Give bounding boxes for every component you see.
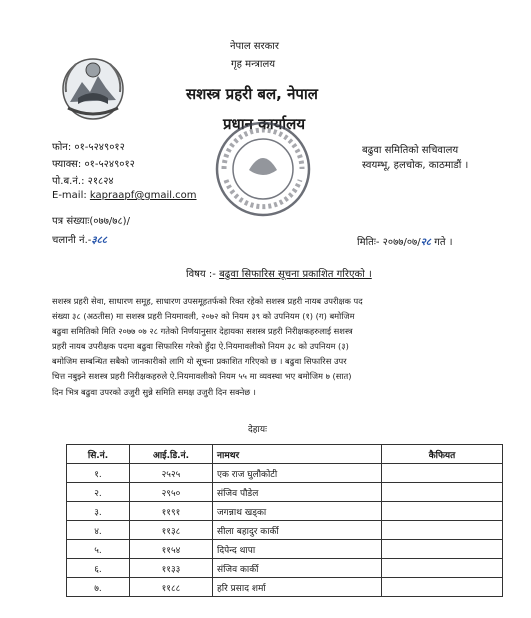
date-label: मितिः- २०७७/०७/ xyxy=(357,237,421,248)
table-row xyxy=(67,578,503,597)
cell-remarks xyxy=(382,540,503,559)
po-box: पो.ब.नं.: २१८२४ xyxy=(52,176,114,187)
cell-serial: २. xyxy=(67,483,130,502)
table-row xyxy=(67,464,503,483)
table-row xyxy=(67,521,503,540)
secretariat-name: बढुवा समितिको सचिवालय xyxy=(362,145,459,156)
letter-subject xyxy=(186,266,372,280)
cell-name: दिपेन्द थापा xyxy=(213,540,382,559)
email-link[interactable]: kapraapf@gmail.com xyxy=(89,190,197,201)
table-row xyxy=(67,559,503,578)
cell-remarks xyxy=(382,559,503,578)
body-line: बमोजिम सम्बन्धित सबैको जानकारीको लागि यो सूचना प्रकाशित गरिएको छ । बढुवा सिफारिस उपर xyxy=(52,356,347,367)
header-name: नामथर xyxy=(213,445,382,464)
body-line: बढुवा समितिको मिति २०७७ ०७ २८ गतेको निर्णयानुसार देहायका सशस्त्र प्रहरी निरीक्षकहरुलाई सशस्त्र xyxy=(52,326,353,337)
nepal-emblem-icon xyxy=(58,52,128,122)
cell-remarks xyxy=(382,483,503,502)
dispatch-number xyxy=(52,232,107,246)
cell-remarks xyxy=(382,502,503,521)
cell-serial: ७. xyxy=(67,578,130,597)
cell-name: संजिव पौडेल xyxy=(213,483,382,502)
cell-serial: ५. xyxy=(67,540,130,559)
email-line xyxy=(52,190,197,201)
letter-date xyxy=(357,234,453,248)
letter-reference-number: पत्र संख्याः(०७७/७८)/ xyxy=(52,216,130,227)
phone-number: फोन: ०१-५२४९०१२ xyxy=(52,142,125,153)
dispatch-label: चलानी नं.- xyxy=(52,235,92,246)
header-serial: सि.नं. xyxy=(67,445,130,464)
cell-serial: ३. xyxy=(67,502,130,521)
cell-id: ११३८ xyxy=(130,521,213,540)
header-id: आई.डि.नं. xyxy=(130,445,213,464)
header-office: प्रधान कार्यालय xyxy=(223,115,306,133)
office-seal-stamp-icon xyxy=(212,118,314,220)
cell-name: सीला बहादुर कार्की xyxy=(213,521,382,540)
table-row xyxy=(67,483,503,502)
table-row xyxy=(67,540,503,559)
header-organization: सशस्त्र प्रहरी बल, नेपाल xyxy=(186,85,318,103)
cell-id: ११९१ xyxy=(130,502,213,521)
date-handwritten-day: २८ xyxy=(420,237,432,248)
body-line: दिन भित्र बढुवा उपरको उजुरी सुन्ने समिति समक्ष उजुरी दिन सक्नेछ । xyxy=(52,386,256,397)
table-header-row xyxy=(67,445,503,464)
cell-serial: ४. xyxy=(67,521,130,540)
cell-id: ११८८ xyxy=(130,578,213,597)
header-government: नेपाल सरकार xyxy=(230,41,279,52)
cell-id: ११५४ xyxy=(130,540,213,559)
header-ministry: गृह मन्त्रालय xyxy=(231,59,276,70)
dispatch-handwritten-value: ३८८ xyxy=(91,235,107,246)
fax-number: फ्याक्स: ०१-५२४९०१२ xyxy=(52,159,135,170)
cell-name: जगन्नाथ खड्का xyxy=(213,502,382,521)
cell-serial: १. xyxy=(67,464,130,483)
cell-id: २९५० xyxy=(130,483,213,502)
body-line: संख्या ३८ (अठतीस) मा सशस्त्र प्रहरी नियमावली, २०७२ को नियम ३९ को उपनियम (१) (ग) बमोजिम xyxy=(52,311,355,322)
cell-name: हरि प्रसाद शर्मा xyxy=(213,578,382,597)
cell-serial: ६. xyxy=(67,559,130,578)
cell-id: ११३३ xyxy=(130,559,213,578)
cell-name: संजिव कार्की xyxy=(213,559,382,578)
cell-remarks xyxy=(382,521,503,540)
cell-id: २५२५ xyxy=(130,464,213,483)
cell-remarks xyxy=(382,464,503,483)
promotion-table xyxy=(66,444,503,597)
body-line: चित्त नबुझ्ने सशस्त्र प्रहरी निरीक्षकहरुले ऐ.नियमावलीको नियम ५५ मा व्यवस्था भए बमोजिम ७ (सात) xyxy=(52,371,352,382)
subject-label: विषय :- xyxy=(186,269,220,280)
email-label: E-mail: xyxy=(52,190,90,201)
secretariat-address: स्वयम्भू, हलचोक, काठमाडौं । xyxy=(362,160,469,171)
date-suffix: गते । xyxy=(431,237,453,248)
list-heading: देहायः xyxy=(248,425,267,435)
subject-text: बढुवा सिफारिस सूचना प्रकाशित गरिएको । xyxy=(219,269,372,280)
notice-body xyxy=(52,294,492,400)
body-line: सशस्त्र प्रहरी सेवा, साधारण समूह, साधारण उपसमूहतर्फको रिक्त रहेको सशस्त्र प्रहरी नायब उपरीक्षक पद xyxy=(52,296,363,306)
header-remarks: कैफियत xyxy=(382,445,503,464)
table-row xyxy=(67,502,503,521)
cell-name: एक राज घुलौकोटी xyxy=(213,464,382,483)
cell-remarks xyxy=(382,578,503,597)
body-line: प्रहरी नायब उपरीक्षक पदमा बढुवा सिफारिस गरेको हुँदा ऐ.नियमावलीको नियम ३८ को उपनियम (३) xyxy=(52,341,349,352)
